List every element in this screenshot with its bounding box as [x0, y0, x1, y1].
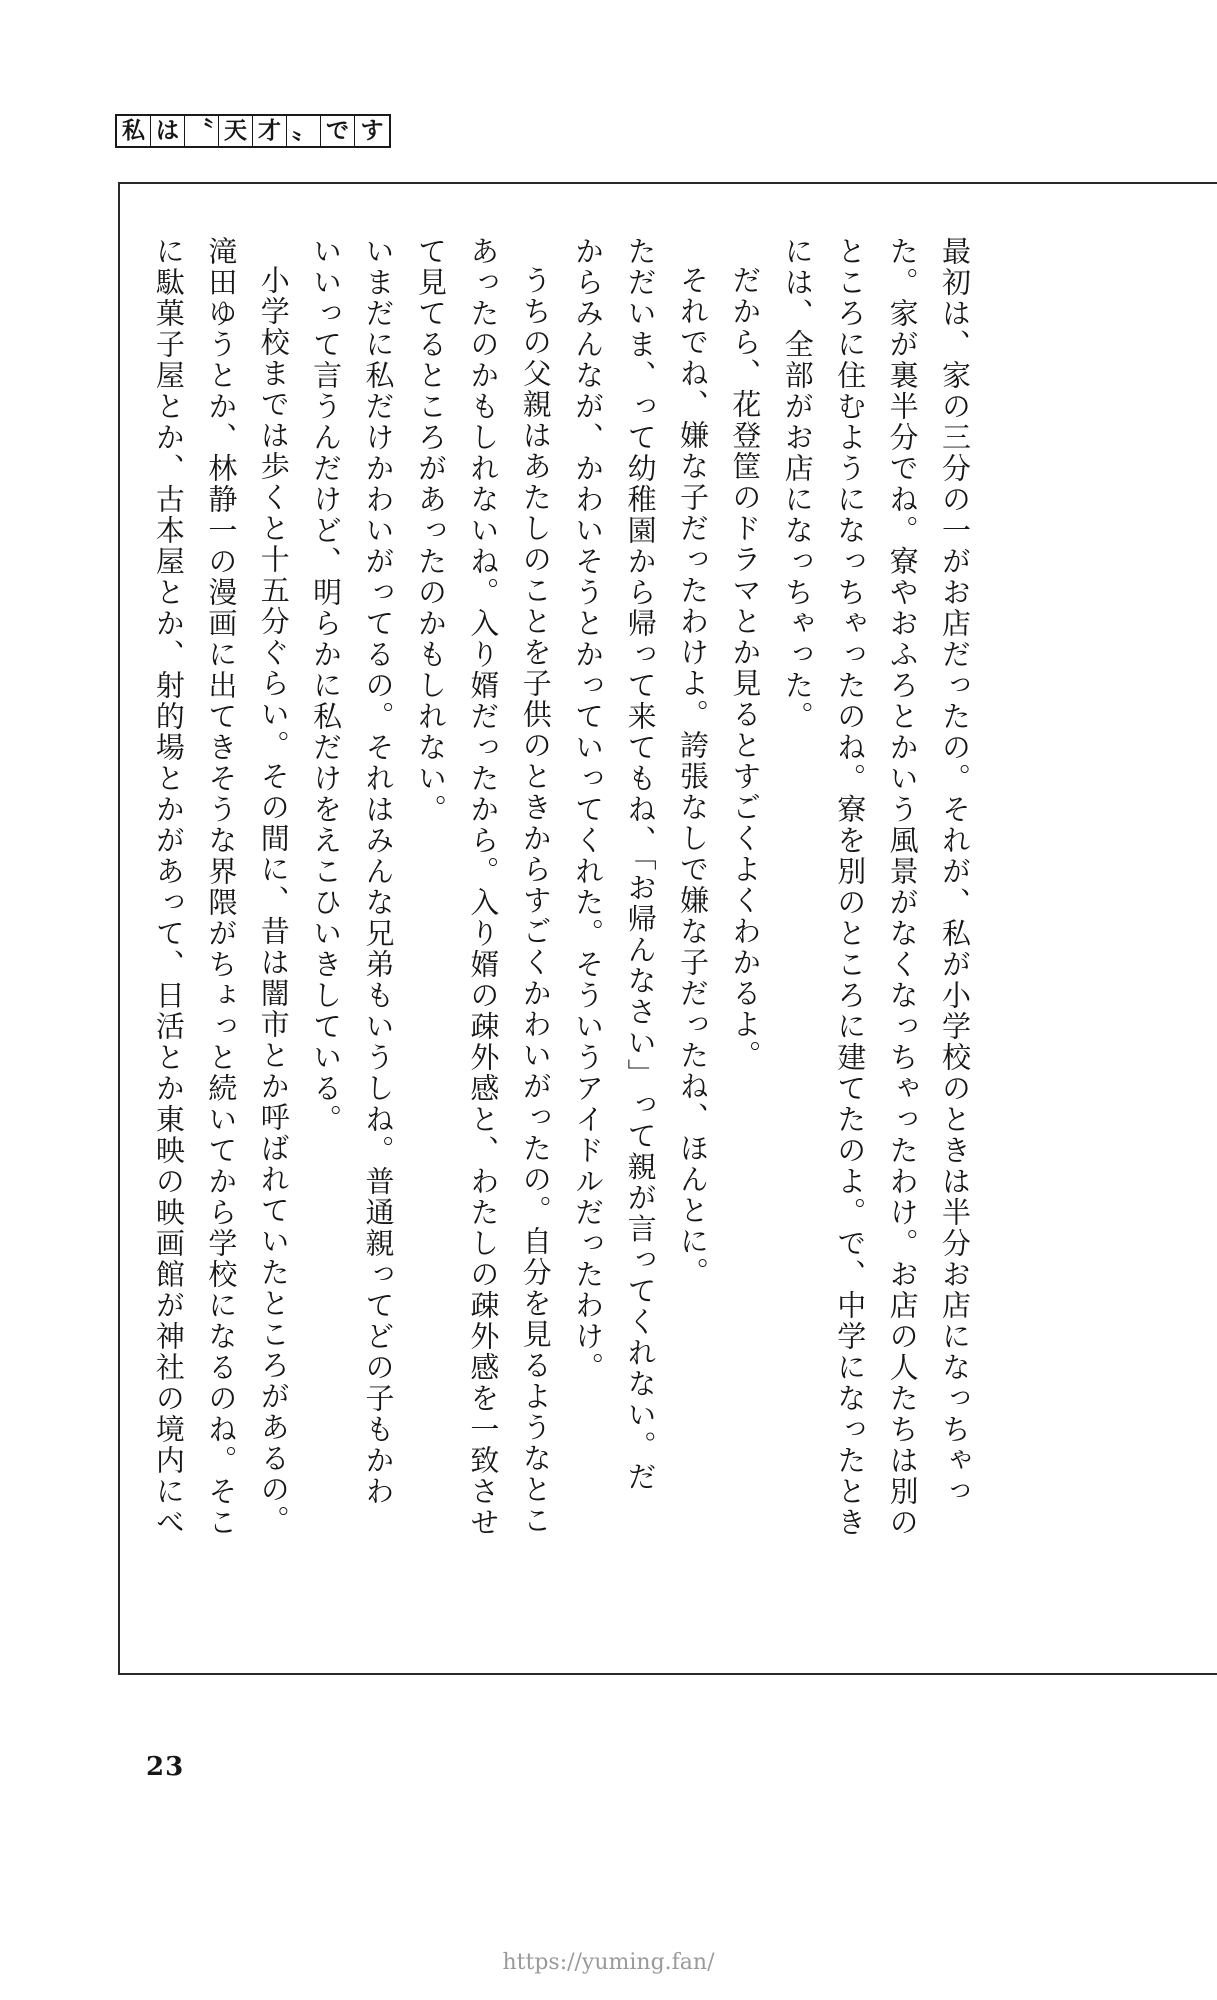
vertical-body-text [143, 236, 982, 1656]
chapter-title-char: す [360, 117, 384, 144]
text-line: 最初は、家の三分の一がお店だったの。それが、私が小学校のときは半分お店になっちゃっ [938, 236, 972, 1507]
text-line: いまだに私だけかわいがってるの。それはみんな兄弟もいうしね。普通親ってどの子もかわ [361, 236, 396, 1507]
watermark-url: https://yuming.fan/ [502, 1950, 715, 1975]
text-line: て見てるところがあったのかもしれない。 [413, 236, 448, 825]
chapter-title-char: 天 [219, 116, 253, 146]
chapter-title-char: は [151, 116, 185, 146]
text-line: それでね、嫌な子だったわけよ。誇張なしで嫌な子だったね、ほんとに。 [675, 265, 710, 1288]
text-line: あったのかもしれないね。入り婿だったから。入り婿の疎外感と、わたしの疎外感を一致させ [466, 236, 501, 1538]
text-line: いいって言うんだけど、明らかに私だけをえこひいきしている。 [309, 236, 344, 1135]
text-line: た。家が裏半分でね。寮やおふろとかいう風景がなくなっちゃったわけ。お店の人たちは別の [885, 236, 920, 1538]
chapter-title-box [115, 114, 391, 148]
text-line: 小学校までは歩くと十五分ぐらい。その間に、昔は闇市とか呼ばれていたところがあるの。 [256, 265, 291, 1536]
text-line: 滝田ゆうとか、林静一の漫画に出てきそうな界隈がちょっと続いてから学校になるのね。そこ [204, 236, 239, 1538]
text-line: ただいま、って幼稚園から帰って来てもね、「お帰んなさい」って親が言ってくれない。だ [623, 236, 658, 1493]
text-line: には、全部がお店になっちゃった。 [780, 236, 815, 732]
text-line: ところに住むようになっちゃったのね。寮を別のところに建てたのよ。で、中学になったとき [833, 236, 868, 1538]
chapter-title-char: 〟 [287, 116, 321, 146]
chapter-title-char: 才 [253, 116, 287, 146]
chapter-title-char: 〝 [185, 116, 219, 146]
text-line: からみんなが、かわいそうとかっていってくれた。そういうアイドルだったわけ。 [571, 236, 606, 1383]
chapter-title-char: 私 [117, 116, 151, 146]
page-number: 23 [146, 1752, 185, 1782]
text-line: うちの父親はあたしのことを子供のときからすごくかわいがったの。自分を見るようなとこ [518, 265, 553, 1536]
chapter-title-char: で [321, 116, 355, 146]
text-line: に駄菓子屋とか、古本屋とか、射的場とかがあって、日活とか東映の映画館が神社の境内にべ [151, 236, 186, 1538]
text-line: だから、花登筐のドラマとか見るとすごくよくわかるよ。 [728, 265, 763, 1071]
